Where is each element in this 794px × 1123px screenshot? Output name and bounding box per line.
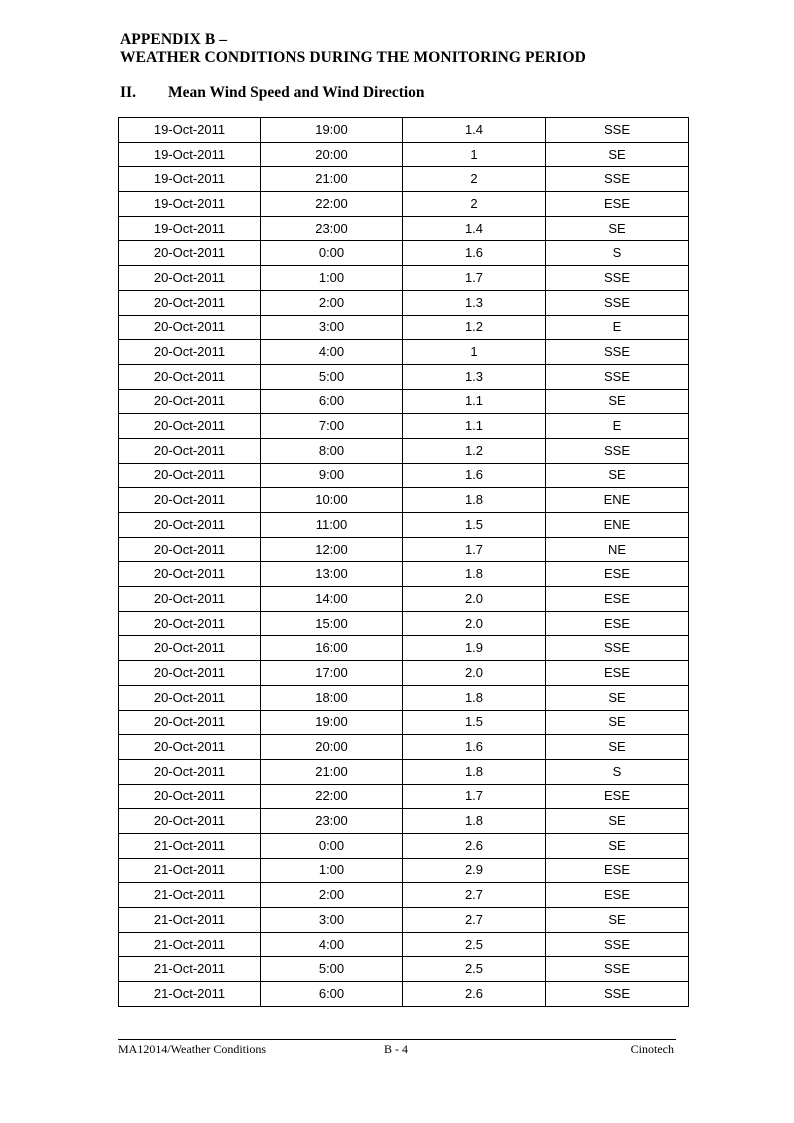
- table-row: [119, 908, 689, 933]
- table-row: [119, 488, 689, 513]
- wind-speed-cell: 1.3: [403, 364, 546, 389]
- wind-speed-cell: 1.8: [403, 759, 546, 784]
- time-cell: 5:00: [261, 364, 403, 389]
- date-cell: 19-Oct-2011: [119, 167, 261, 192]
- time-cell: 19:00: [261, 118, 403, 143]
- wind-direction-cell: SE: [546, 142, 689, 167]
- wind-direction-cell: ESE: [546, 611, 689, 636]
- wind-speed-cell: 1.6: [403, 241, 546, 266]
- wind-direction-cell: SE: [546, 463, 689, 488]
- table-row: [119, 142, 689, 167]
- wind-speed-cell: 2.6: [403, 982, 546, 1007]
- time-cell: 5:00: [261, 957, 403, 982]
- wind-direction-cell: SSE: [546, 982, 689, 1007]
- wind-direction-cell: SE: [546, 833, 689, 858]
- wind-direction-cell: ESE: [546, 661, 689, 686]
- table-row: [119, 611, 689, 636]
- wind-speed-cell: 2: [403, 192, 546, 217]
- wind-direction-cell: SSE: [546, 340, 689, 365]
- wind-direction-cell: SE: [546, 685, 689, 710]
- table-row: [119, 414, 689, 439]
- wind-speed-cell: 1.5: [403, 710, 546, 735]
- wind-direction-cell: SSE: [546, 364, 689, 389]
- wind-speed-cell: 2.6: [403, 833, 546, 858]
- time-cell: 6:00: [261, 982, 403, 1007]
- table-row: [119, 364, 689, 389]
- wind-direction-cell: SE: [546, 908, 689, 933]
- date-cell: 21-Oct-2011: [119, 982, 261, 1007]
- wind-speed-cell: 1.5: [403, 513, 546, 538]
- footer-company: Cinotech: [630, 1042, 674, 1056]
- table-row: [119, 587, 689, 612]
- time-cell: 22:00: [261, 192, 403, 217]
- date-cell: 20-Oct-2011: [119, 364, 261, 389]
- table-row: [119, 784, 689, 809]
- wind-speed-cell: 1.1: [403, 414, 546, 439]
- table-row: [119, 537, 689, 562]
- time-cell: 20:00: [261, 142, 403, 167]
- wind-direction-cell: ESE: [546, 784, 689, 809]
- table-row: [119, 463, 689, 488]
- wind-direction-cell: SE: [546, 389, 689, 414]
- wind-speed-cell: 1.3: [403, 290, 546, 315]
- wind-speed-cell: 2.7: [403, 908, 546, 933]
- table-row: [119, 241, 689, 266]
- wind-direction-cell: SSE: [546, 636, 689, 661]
- date-cell: 20-Oct-2011: [119, 685, 261, 710]
- date-cell: 20-Oct-2011: [119, 488, 261, 513]
- wind-speed-cell: 1.4: [403, 118, 546, 143]
- date-cell: 20-Oct-2011: [119, 438, 261, 463]
- time-cell: 13:00: [261, 562, 403, 587]
- wind-speed-cell: 1.7: [403, 784, 546, 809]
- date-cell: 21-Oct-2011: [119, 908, 261, 933]
- table-row: [119, 883, 689, 908]
- table-row: [119, 809, 689, 834]
- time-cell: 2:00: [261, 290, 403, 315]
- wind-direction-cell: ESE: [546, 858, 689, 883]
- wind-direction-cell: SSE: [546, 290, 689, 315]
- wind-direction-cell: E: [546, 315, 689, 340]
- date-cell: 20-Oct-2011: [119, 340, 261, 365]
- time-cell: 22:00: [261, 784, 403, 809]
- wind-speed-cell: 2.0: [403, 611, 546, 636]
- time-cell: 23:00: [261, 216, 403, 241]
- time-cell: 23:00: [261, 809, 403, 834]
- date-cell: 20-Oct-2011: [119, 513, 261, 538]
- date-cell: 20-Oct-2011: [119, 735, 261, 760]
- date-cell: 20-Oct-2011: [119, 290, 261, 315]
- date-cell: 20-Oct-2011: [119, 710, 261, 735]
- wind-data-table: [118, 117, 689, 1007]
- table-row: [119, 661, 689, 686]
- wind-direction-cell: S: [546, 241, 689, 266]
- time-cell: 17:00: [261, 661, 403, 686]
- time-cell: 3:00: [261, 908, 403, 933]
- wind-speed-cell: 1.6: [403, 735, 546, 760]
- wind-direction-cell: SE: [546, 809, 689, 834]
- time-cell: 21:00: [261, 759, 403, 784]
- table-row: [119, 315, 689, 340]
- time-cell: 1:00: [261, 858, 403, 883]
- date-cell: 21-Oct-2011: [119, 932, 261, 957]
- date-cell: 19-Oct-2011: [119, 192, 261, 217]
- table-row: [119, 636, 689, 661]
- wind-speed-cell: 1.6: [403, 463, 546, 488]
- wind-speed-cell: 1: [403, 142, 546, 167]
- date-cell: 20-Oct-2011: [119, 315, 261, 340]
- table-row: [119, 957, 689, 982]
- wind-speed-cell: 2.5: [403, 932, 546, 957]
- time-cell: 19:00: [261, 710, 403, 735]
- wind-direction-cell: SSE: [546, 266, 689, 291]
- wind-speed-cell: 2.0: [403, 661, 546, 686]
- time-cell: 7:00: [261, 414, 403, 439]
- table-row: [119, 759, 689, 784]
- date-cell: 20-Oct-2011: [119, 784, 261, 809]
- date-cell: 21-Oct-2011: [119, 833, 261, 858]
- table-row: [119, 216, 689, 241]
- wind-direction-cell: ESE: [546, 587, 689, 612]
- time-cell: 16:00: [261, 636, 403, 661]
- time-cell: 1:00: [261, 266, 403, 291]
- time-cell: 12:00: [261, 537, 403, 562]
- section-number: II.: [120, 84, 136, 101]
- wind-speed-cell: 1: [403, 340, 546, 365]
- wind-direction-cell: SSE: [546, 932, 689, 957]
- table-row: [119, 982, 689, 1007]
- time-cell: 6:00: [261, 389, 403, 414]
- table-row: [119, 192, 689, 217]
- wind-speed-cell: 1.8: [403, 685, 546, 710]
- wind-direction-cell: SSE: [546, 438, 689, 463]
- table-row: [119, 118, 689, 143]
- time-cell: 21:00: [261, 167, 403, 192]
- wind-speed-cell: 1.1: [403, 389, 546, 414]
- appendix-title: APPENDIX B –: [120, 31, 228, 48]
- wind-direction-cell: SE: [546, 710, 689, 735]
- date-cell: 19-Oct-2011: [119, 216, 261, 241]
- time-cell: 9:00: [261, 463, 403, 488]
- wind-direction-cell: SE: [546, 735, 689, 760]
- time-cell: 15:00: [261, 611, 403, 636]
- time-cell: 10:00: [261, 488, 403, 513]
- date-cell: 19-Oct-2011: [119, 142, 261, 167]
- date-cell: 20-Oct-2011: [119, 611, 261, 636]
- wind-direction-cell: ENE: [546, 513, 689, 538]
- time-cell: 4:00: [261, 932, 403, 957]
- date-cell: 19-Oct-2011: [119, 118, 261, 143]
- date-cell: 20-Oct-2011: [119, 636, 261, 661]
- table-row: [119, 932, 689, 957]
- date-cell: 20-Oct-2011: [119, 562, 261, 587]
- wind-direction-cell: SSE: [546, 167, 689, 192]
- date-cell: 20-Oct-2011: [119, 759, 261, 784]
- table-row: [119, 340, 689, 365]
- table-row: [119, 513, 689, 538]
- time-cell: 18:00: [261, 685, 403, 710]
- wind-data-table-body: [119, 118, 689, 1007]
- wind-speed-cell: 1.2: [403, 438, 546, 463]
- date-cell: 21-Oct-2011: [119, 883, 261, 908]
- date-cell: 20-Oct-2011: [119, 537, 261, 562]
- wind-speed-cell: 1.4: [403, 216, 546, 241]
- wind-speed-cell: 2: [403, 167, 546, 192]
- date-cell: 20-Oct-2011: [119, 809, 261, 834]
- time-cell: 2:00: [261, 883, 403, 908]
- wind-speed-cell: 1.9: [403, 636, 546, 661]
- time-cell: 4:00: [261, 340, 403, 365]
- wind-direction-cell: SSE: [546, 957, 689, 982]
- table-row: [119, 833, 689, 858]
- table-row: [119, 710, 689, 735]
- wind-direction-cell: SSE: [546, 118, 689, 143]
- date-cell: 20-Oct-2011: [119, 266, 261, 291]
- date-cell: 20-Oct-2011: [119, 389, 261, 414]
- date-cell: 21-Oct-2011: [119, 957, 261, 982]
- section-heading: [120, 84, 425, 102]
- date-cell: 20-Oct-2011: [119, 587, 261, 612]
- wind-speed-cell: 2.9: [403, 858, 546, 883]
- date-cell: 20-Oct-2011: [119, 463, 261, 488]
- table-row: [119, 266, 689, 291]
- wind-speed-cell: 2.7: [403, 883, 546, 908]
- footer-document-ref: MA12014/Weather Conditions: [118, 1042, 267, 1056]
- appendix-heading: [120, 31, 586, 67]
- appendix-subtitle: WEATHER CONDITIONS DURING THE MONITORING PERIOD: [120, 49, 586, 66]
- time-cell: 8:00: [261, 438, 403, 463]
- date-cell: 20-Oct-2011: [119, 241, 261, 266]
- wind-direction-cell: S: [546, 759, 689, 784]
- table-row: [119, 562, 689, 587]
- table-row: [119, 389, 689, 414]
- table-row: [119, 685, 689, 710]
- wind-direction-cell: ESE: [546, 192, 689, 217]
- table-row: [119, 290, 689, 315]
- wind-speed-cell: 1.7: [403, 266, 546, 291]
- wind-direction-cell: ESE: [546, 562, 689, 587]
- table-row: [119, 858, 689, 883]
- time-cell: 11:00: [261, 513, 403, 538]
- time-cell: 20:00: [261, 735, 403, 760]
- date-cell: 20-Oct-2011: [119, 661, 261, 686]
- wind-direction-cell: NE: [546, 537, 689, 562]
- table-row: [119, 735, 689, 760]
- wind-speed-cell: 1.7: [403, 537, 546, 562]
- wind-speed-cell: 2.5: [403, 957, 546, 982]
- date-cell: 20-Oct-2011: [119, 414, 261, 439]
- wind-direction-cell: SE: [546, 216, 689, 241]
- wind-direction-cell: E: [546, 414, 689, 439]
- time-cell: 3:00: [261, 315, 403, 340]
- wind-speed-cell: 1.8: [403, 488, 546, 513]
- wind-speed-cell: 1.8: [403, 809, 546, 834]
- table-row: [119, 167, 689, 192]
- wind-speed-cell: 2.0: [403, 587, 546, 612]
- time-cell: 0:00: [261, 241, 403, 266]
- section-title: Mean Wind Speed and Wind Direction: [168, 84, 425, 101]
- footer-divider: [118, 1039, 676, 1040]
- table-row: [119, 438, 689, 463]
- wind-speed-cell: 1.2: [403, 315, 546, 340]
- wind-direction-cell: ENE: [546, 488, 689, 513]
- date-cell: 21-Oct-2011: [119, 858, 261, 883]
- wind-direction-cell: ESE: [546, 883, 689, 908]
- wind-speed-cell: 1.8: [403, 562, 546, 587]
- time-cell: 0:00: [261, 833, 403, 858]
- time-cell: 14:00: [261, 587, 403, 612]
- footer-page-number: B - 4: [384, 1042, 408, 1056]
